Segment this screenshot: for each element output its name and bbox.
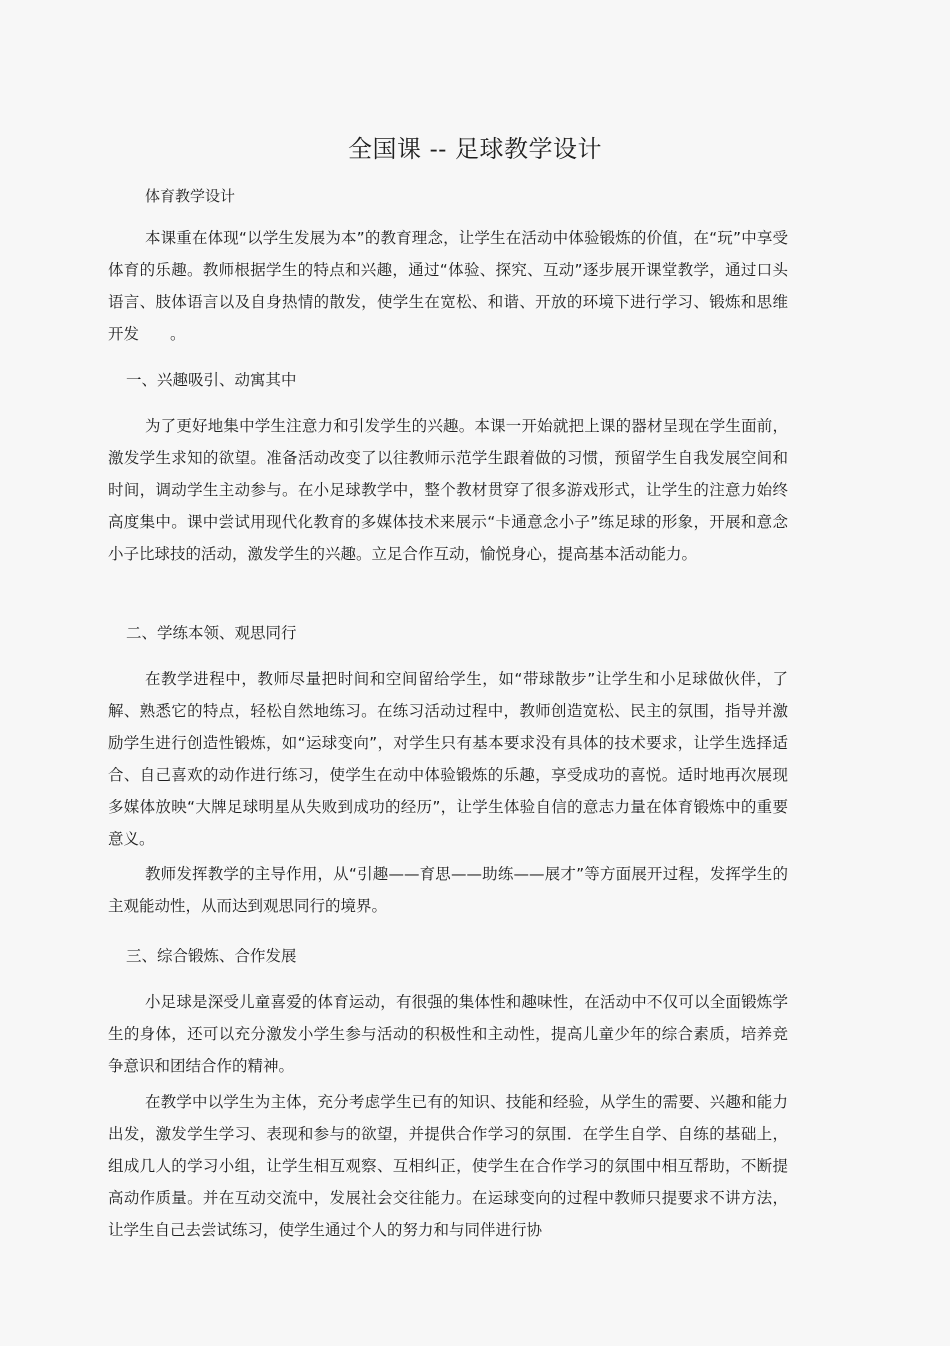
section-3-paragraph-2: 在教学中以学生为主体，充分考虑学生已有的知识、技能和经验，从学生的需要、兴趣和能力出发，激发学生学习、表现和参与的欲望，并提供合作学习的氛围．在学生自学、自练的基础上，组成几人的学习小组，让学生相互观察、互相纠正，使学生在合作学习的氛围中相互帮助，不断提高动作质量。并在互动交流中，发展社会交往能力。在运球变向的过程中教师只提要求不讲方法，让学生自己去尝试练习，使学生通过个人的努力和与同伴进行协 (108, 1093, 788, 1239)
section-1-paragraph-1: 为了更好地集中学生注意力和引发学生的兴趣。本课一开始就把上课的器材呈现在学生面前，激发学生求知的欲望。准备活动改变了以往教师示范学生跟着做的习惯，预留学生自我发展空间和时间，调动学生主动参与。在小足球教学中，整个教材贯穿了很多游戏形式，让学生的注意力始终高度集中。课中尝试用现代化教育的多媒体技术来展示“卡通意念小子”练足球的形象，开展和意念小子比球技的活动，激发学生的兴趣。立足合作互动，愉悦身心，提高基本活动能力。 (108, 417, 788, 563)
intro-paragraph: 本课重在体现“以学生发展为本”的教育理念，让学生在活动中体验锻炼的价值，在“玩”中享受体育的乐趣。教师根据学生的特点和兴趣，通过“体验、探究、互动”逐步展开课堂教学，通过口头语言、肢体语言以及自身热情的散发，使学生在宽松、和谐、开放的环境下进行学习、锻炼和思维开发 。 (108, 229, 788, 343)
section-heading-1: 一、兴趣吸引、动寓其中 (126, 371, 297, 389)
section-heading-2: 二、学练本领、观思同行 (126, 624, 297, 642)
section-2-paragraph-1: 在教学进程中，教师尽量把时间和空间留给学生，如“带球散步”让学生和小足球做伙伴，了解、熟悉它的特点，轻松自然地练习。在练习活动过程中，教师创造宽松、民主的氛围，指导并激励学生进行创造性锻炼，如“运球变向”，对学生只有基本要求没有具体的技术要求，让学生选择适合、自己喜欢的动作进行练习，使学生在动中体验锻炼的乐趣，享受成功的喜悦。适时地再次展现多媒体放映“大牌足球明星从失败到成功的经历”，让学生体验自信的意志力量在体育锻炼中的重要意义。 (108, 670, 788, 848)
section-2-paragraph-2: 教师发挥教学的主导作用，从“引趣——育思——助练——展才”等方面展开过程，发挥学生的主观能动性，从而达到观思同行的境界。 (108, 865, 788, 915)
document-title: 全国课 -- 足球教学设计 (348, 135, 602, 163)
document-subtitle: 体育教学设计 (145, 187, 236, 205)
section-3-paragraph-1: 小足球是深受儿童喜爱的体育运动，有很强的集体性和趣味性，在活动中不仅可以全面锻炼学生的身体，还可以充分激发小学生参与活动的积极性和主动性，提高儿童少年的综合素质，培养竞争意识和团结合作的精神。 (108, 993, 788, 1075)
section-heading-3: 三、综合锻炼、合作发展 (126, 947, 297, 965)
